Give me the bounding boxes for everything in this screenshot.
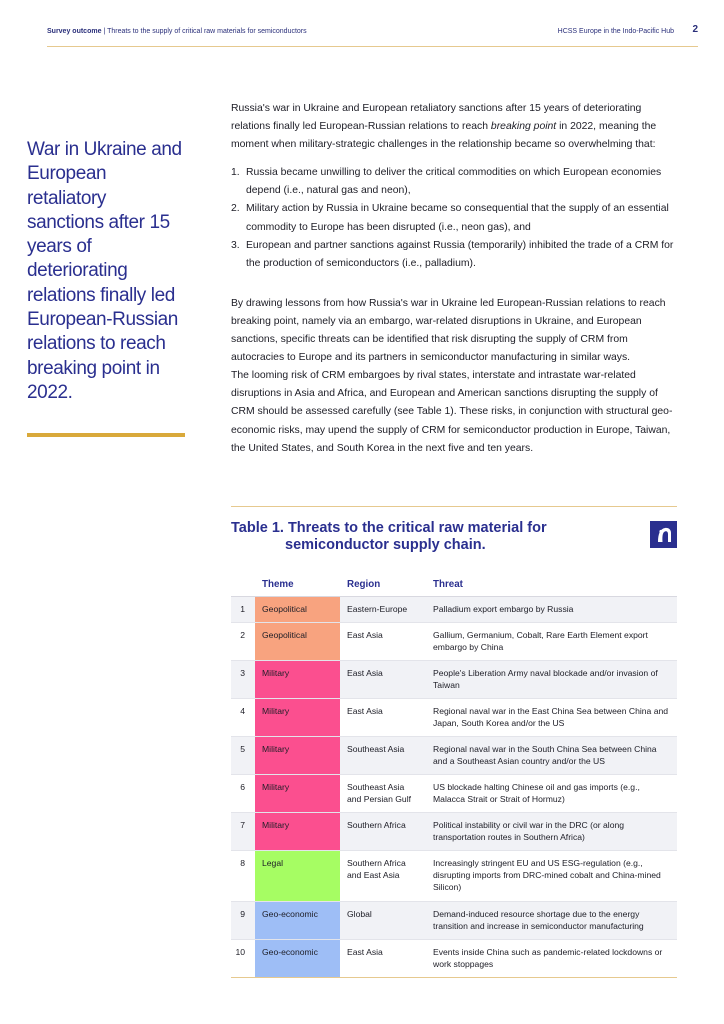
table-row (231, 597, 677, 623)
threat-cell: US blockade halting Chinese oil and gas imports (e.g., Malacca Strait or Strait of Hormuz) (426, 775, 677, 813)
region-cell: East Asia (340, 623, 426, 661)
threat-cell: Regional naval war in the South China Sea between China and a Southeast Asian country and/or the US (426, 737, 677, 775)
body-text (231, 100, 679, 458)
numbered-list (231, 164, 679, 273)
region-cell: Southeast Asia (340, 737, 426, 775)
header-section: Survey outcome (47, 28, 102, 35)
list-item-text: European and partner sanctions against Russia (temporarily) inhibited the trade of a CRM for the production of semiconductors (i.e., palladium). (246, 239, 674, 269)
pull-quote: War in Ukraine and European retaliatory sanctions after 15 years of deteriorating relations finally led European-Russian relations to reach breaking point in 2022. (27, 139, 182, 403)
table-row (231, 851, 677, 902)
list-item (231, 200, 679, 236)
risks-paragraph: The looming risk of CRM embargoes by rival states, interstate and intrastate war-related disruptions in Asia and Africa, and European and American sanctions disrupting the supply of CRM should be assessed carefully (see Table 1). These risks, in conjunction with structural geo-economic risks, may upend the supply of CRM for semiconductor production in Europe, Taiwan, the United States, and South Korea in the next five and ten years. (231, 370, 673, 454)
header-breadcrumb (47, 28, 307, 35)
list-item (231, 237, 679, 273)
table-title (231, 520, 591, 554)
table-row (231, 661, 677, 699)
theme-cell: Legal (255, 851, 340, 902)
row-number: 9 (231, 902, 255, 940)
header-subtitle: Threats to the supply of critical raw materials for semiconductors (107, 28, 307, 35)
intro-paragraph (231, 100, 679, 154)
list-item-number: 1. (231, 167, 240, 179)
region-cell: East Asia (340, 699, 426, 737)
row-number: 7 (231, 813, 255, 851)
column-header-region: Region (340, 573, 426, 597)
header-separator: | (101, 28, 108, 35)
region-cell: Global (340, 902, 426, 940)
table-title-line1: Table 1. Threats to the critical raw material for (231, 520, 547, 536)
list-item-number: 2. (231, 203, 240, 215)
row-number: 4 (231, 699, 255, 737)
theme-cell: Geo-economic (255, 902, 340, 940)
theme-cell: Military (255, 661, 340, 699)
lessons-paragraph: By drawing lessons from how Russia's war in Ukraine led European-Russian relations to reach breaking point, namely via an embargo, war-related disruptions in Ukraine, and European sanctions, specific threats can be identified that risk disrupting the supply of CRM from autocracies to Europe and its partners in semiconductor manufacturing in similar ways. (231, 297, 666, 364)
region-cell: Southern Africa and East Asia (340, 851, 426, 902)
list-item-number: 3. (231, 239, 240, 251)
table-row (231, 775, 677, 813)
region-cell: East Asia (340, 661, 426, 699)
intro-text-after: in 2022, meaning the moment when military-strategic challenges in the relationship became so overwhelming that: (231, 121, 657, 151)
theme-cell: Military (255, 699, 340, 737)
table-row (231, 902, 677, 940)
region-cell: Southeast Asia and Persian Gulf (340, 775, 426, 813)
row-number: 5 (231, 737, 255, 775)
page-header (47, 24, 698, 47)
list-item-text: Military action by Russia in Ukraine became so consequential that the supply of an essential commodity to Europe has been disrupted (i.e., neon gas), and (246, 203, 669, 233)
theme-cell: Military (255, 813, 340, 851)
row-number: 2 (231, 623, 255, 661)
hcss-logo-icon (650, 521, 677, 548)
theme-cell: Geopolitical (255, 597, 340, 623)
row-number: 6 (231, 775, 255, 813)
intro-text-before: Russia's war in Ukraine and European retaliatory sanctions after 15 years of deteriorating relations finally led European-Russian relations to reach (231, 103, 642, 133)
theme-cell: Military (255, 737, 340, 775)
table-row (231, 737, 677, 775)
table-header-row (231, 573, 677, 597)
threat-cell: Demand-induced resource shortage due to the energy transition and increase in semiconductor manufacturing (426, 902, 677, 940)
list-item-text: Russia became unwilling to deliver the critical commodities on which European economies depend (i.e., natural gas and neon), (246, 167, 662, 197)
threat-cell: People's Liberation Army naval blockade and/or invasion of Taiwan (426, 661, 677, 699)
region-cell: East Asia (340, 940, 426, 978)
threat-cell: Increasingly stringent EU and US ESG-regulation (e.g., disrupting imports from DRC-mined cobalt and China-mined Silicon) (426, 851, 677, 902)
threat-cell: Gallium, Germanium, Cobalt, Rare Earth Element export embargo by China (426, 623, 677, 661)
theme-cell: Geo-economic (255, 940, 340, 978)
region-cell: Southern Africa (340, 813, 426, 851)
threat-cell: Palladium export embargo by Russia (426, 597, 677, 623)
theme-cell: Geopolitical (255, 623, 340, 661)
table-row (231, 623, 677, 661)
header-publication: HCSS Europe in the Indo-Pacific Hub (557, 28, 674, 35)
column-header-threat: Threat (426, 573, 677, 597)
table-row (231, 813, 677, 851)
row-number: 10 (231, 940, 255, 978)
intro-italic-term: breaking point (490, 121, 557, 133)
threat-cell: Political instability or civil war in the DRC (or along transportation routes in Southern Africa) (426, 813, 677, 851)
threat-cell: Regional naval war in the East China Sea between China and Japan, South Korea and/or the US (426, 699, 677, 737)
theme-cell: Military (255, 775, 340, 813)
page-number: 2 (692, 24, 698, 35)
row-number: 8 (231, 851, 255, 902)
pull-quote-rule (27, 433, 185, 437)
table-top-rule (231, 506, 677, 507)
table-title-line2: semiconductor supply chain. (285, 537, 486, 553)
row-number: 1 (231, 597, 255, 623)
table-row (231, 940, 677, 978)
column-header-theme: Theme (255, 573, 340, 597)
header-number-cell (231, 573, 255, 597)
region-cell: Eastern-Europe (340, 597, 426, 623)
list-item (231, 164, 679, 200)
row-number: 3 (231, 661, 255, 699)
threats-table (231, 573, 677, 978)
threat-cell: Events inside China such as pandemic-related lockdowns or work stoppages (426, 940, 677, 978)
table-row (231, 699, 677, 737)
